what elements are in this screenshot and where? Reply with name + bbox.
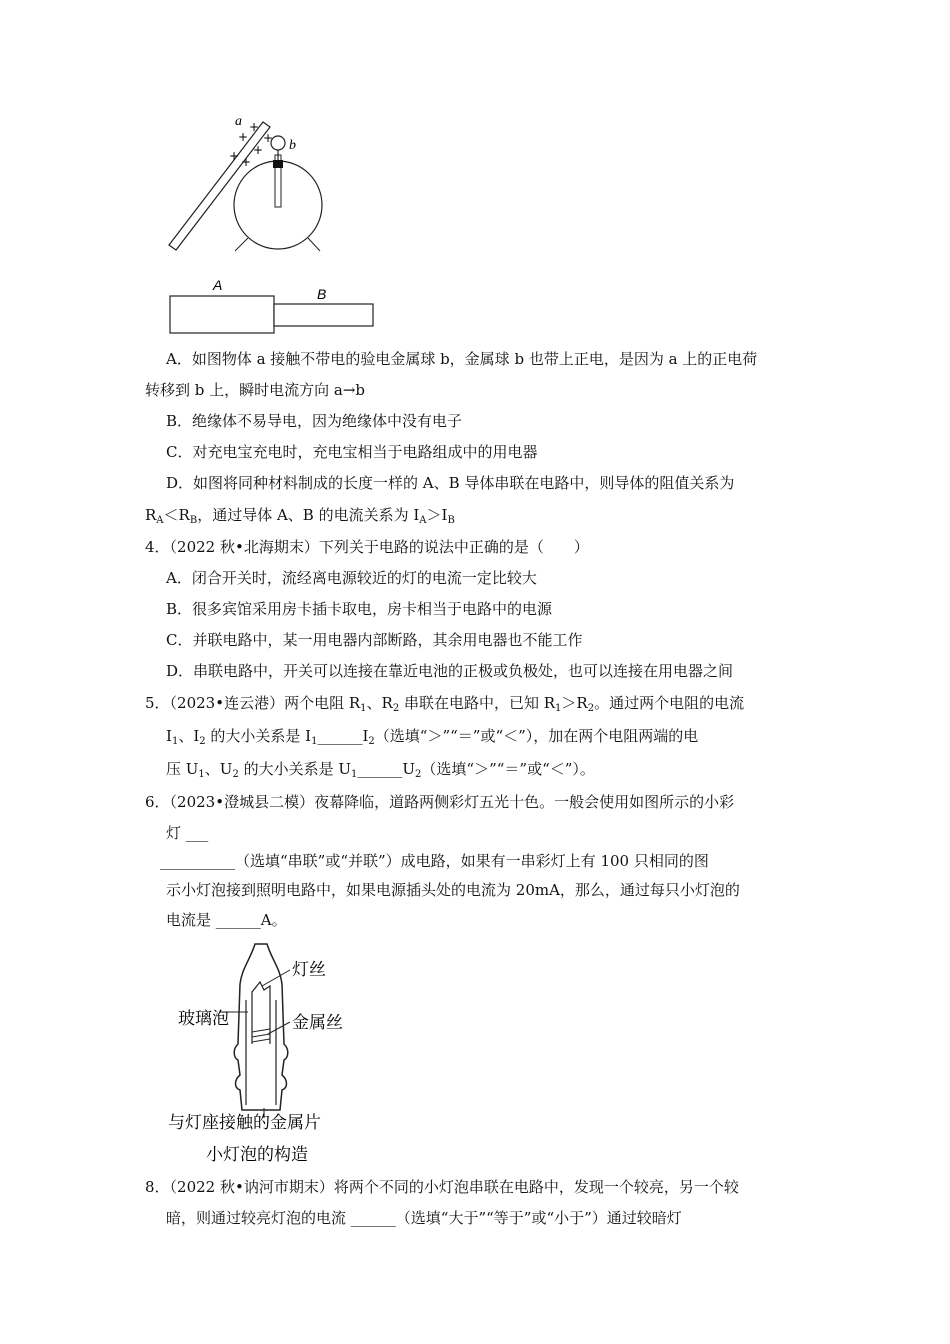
plus-sign: +: [253, 143, 264, 157]
q4-option-d: D．串联电路中，开关可以连接在靠近电池的正极或负极处，也可以连接在用电器之间: [166, 662, 734, 680]
label-B: B: [317, 286, 327, 302]
bulb-structure-figure: [160, 940, 370, 1170]
plus-sign: +: [263, 131, 274, 145]
label-b: b: [289, 138, 296, 153]
q4-option-a: A．闭合开关时，流经离电源较近的灯的电流一定比较大: [166, 569, 537, 587]
conductors-figure: [165, 275, 380, 340]
q4-option-c: C．并联电路中，某一用电器内部断路，其余用电器也不能工作: [166, 631, 583, 649]
plus-sign: +: [249, 120, 260, 134]
q3-option-a-line2: 转移到 b 上，瞬时电流方向 a→b: [145, 381, 366, 399]
label-glass-bulb: 玻璃泡: [178, 1009, 229, 1029]
plus-sign: +: [238, 130, 249, 144]
q4-stem: 4．（2022 秋•北海期末）下列关于电路的说法中正确的是（ ）: [145, 538, 589, 556]
q8-line2: 暗，则通过较亮灯泡的电流 ______（选填“大于”“等于”或“小于”）通过较暗灯: [166, 1209, 682, 1227]
q6-line2: 灯 ___: [166, 824, 209, 842]
q6-line4: 示小灯泡接到照明电路中，如果电源插头处的电流为 20mA，那么，通过每只小灯泡的: [166, 881, 740, 899]
q6-line1: 6．（2023•澄城县二模）夜幕降临，道路两侧彩灯五光十色。一般会使用如图所示的小彩: [145, 793, 735, 811]
q3-option-b: B．绝缘体不易导电，因为绝缘体中没有电子: [166, 412, 463, 430]
q5-line2: $I_1$、$I_2$ 的大小关系是 $I_1\_\_\_\_\_\_I_2$（选填“＞”“＝”或“＜”），加在两个电阻两端的电: [166, 727, 699, 747]
q3-option-d-line2: $R_A<R_B$，通过导体 A、B 的电流关系为 $I_A>I_B$: [145, 506, 455, 526]
q8-line1: 8．（2022 秋•讷河市期末）将两个不同的小灯泡串联在电路中，发现一个较亮，另一个较: [145, 1178, 739, 1196]
label-A: A: [213, 277, 223, 293]
q6-line3: __________（选填“串联”或“并联”）成电路，如果有一串彩灯上有 100 只相同的图: [160, 852, 709, 870]
label-a: a: [235, 114, 242, 129]
q4-option-b: B．很多宾馆采用房卡插卡取电，房卡相当于电路中的电源: [166, 600, 553, 618]
label-contact-metal: 与灯座接触的金属片: [168, 1113, 321, 1133]
electroscope-figure: [160, 105, 340, 255]
q3-option-c: C．对充电宝充电时，充电宝相当于电路组成中的用电器: [166, 443, 538, 461]
figure-caption: 小灯泡的构造: [206, 1145, 308, 1165]
plus-sign: +: [229, 149, 240, 163]
q6-line5: 电流是 ______A。: [166, 911, 287, 929]
q3-option-d-line1: D．如图将同种材料制成的长度一样的 A、B 导体串联在电路中，则导体的阻值关系为: [166, 474, 735, 492]
q5-line3: 压 $U_1$、$U_2$ 的大小关系是 $U_1\_\_\_\_\_\_U_2$（选填“＞”“＝”或“＜”）。: [166, 760, 595, 780]
label-filament: 灯丝: [292, 960, 326, 980]
q3-option-a-line1: A．如图物体 a 接触不带电的验电金属球 b，金属球 b 也带上正电，是因为 a 上的正电荷: [166, 350, 758, 368]
label-metal-wire: 金属丝: [292, 1013, 343, 1033]
q5-line1: 5．（2023•连云港）两个电阻 $R_1$、$R_2$ 串联在电路中，已知 $R_1>R_2$。通过两个电阻的电流: [145, 694, 745, 714]
plus-sign: +: [241, 155, 252, 169]
